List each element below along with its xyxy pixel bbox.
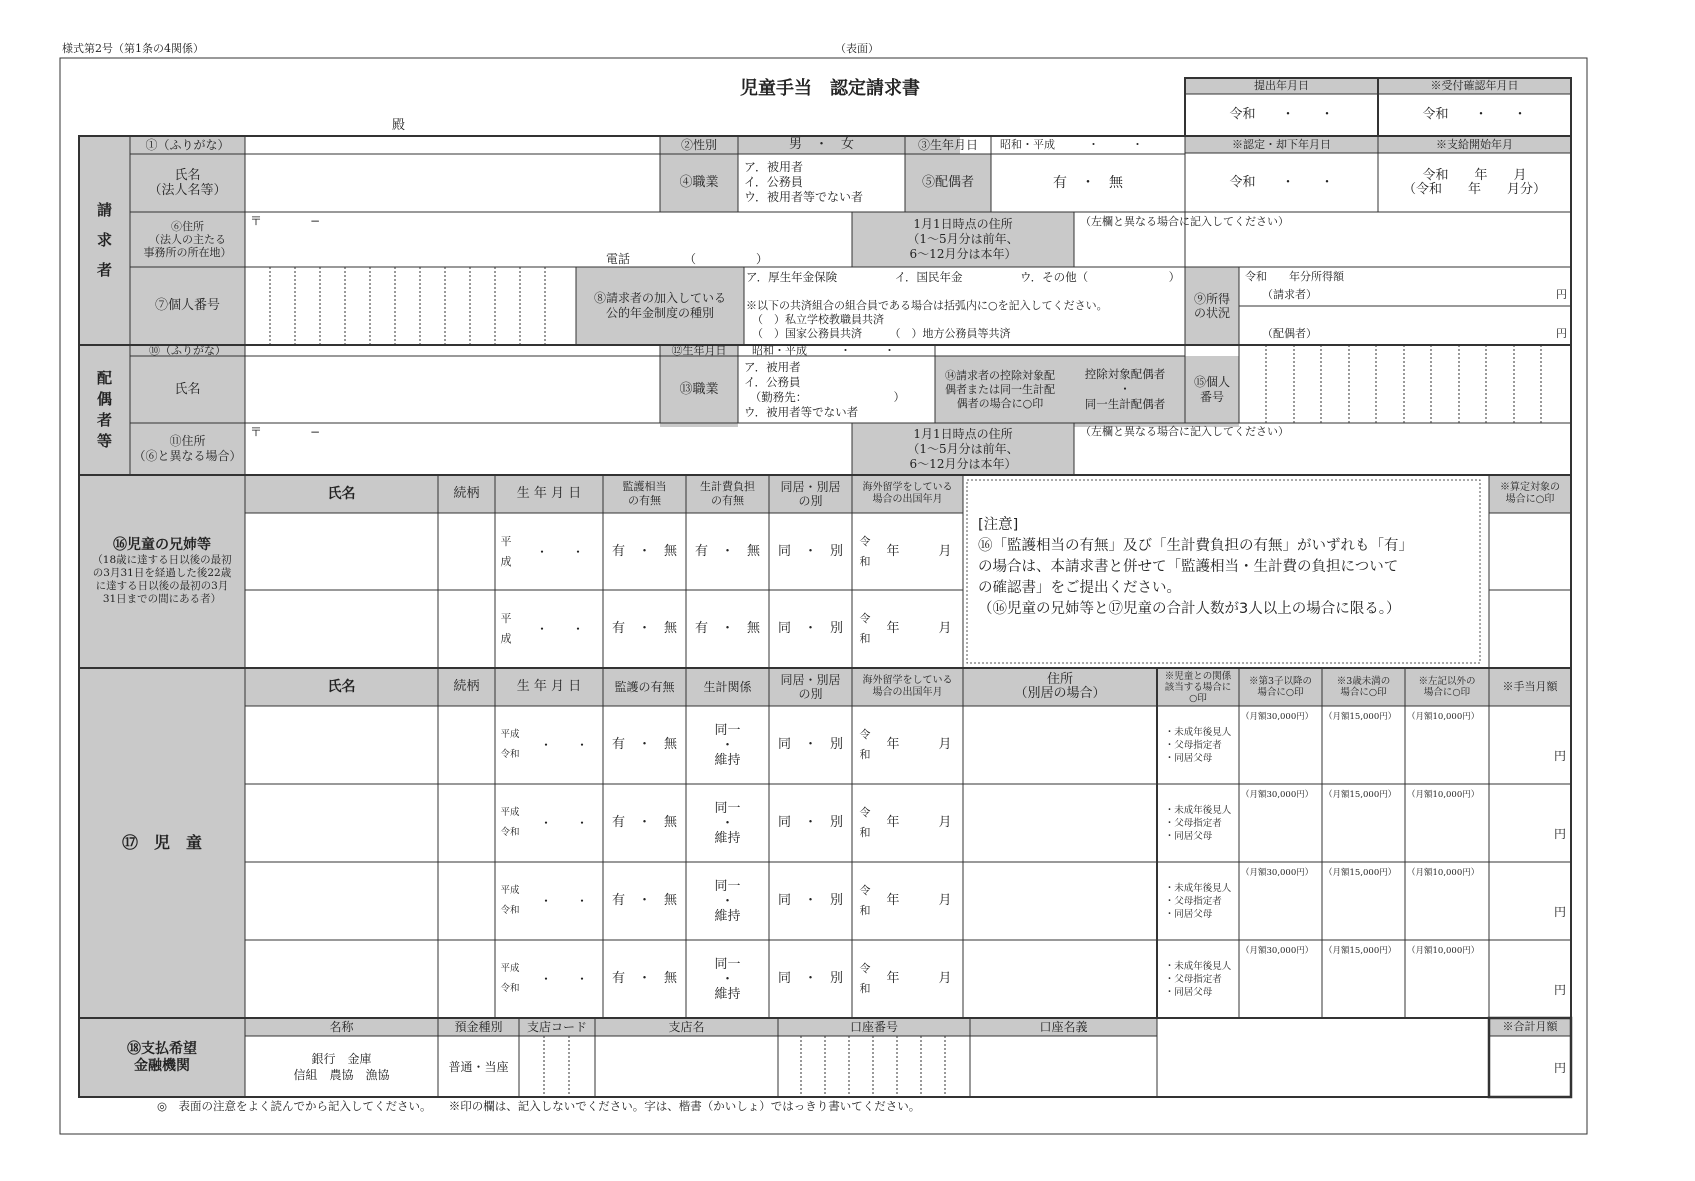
applicant-section-label: 請 求 者 [96, 201, 112, 279]
spouse-deduction-options[interactable]: 控除対象配偶者 ・ 同一生計配偶者 [1084, 367, 1166, 411]
siblings-section-label [79, 475, 245, 668]
sibling-abroad-era: 令 和 [859, 612, 871, 645]
footer-note: ◎ 表面の注意をよく読んでから記入してください。 ※印の欄は、記入しないでください。字は、楷書（かいしょ）ではっきり書いてください。 [157, 1099, 921, 1113]
sibling-birth[interactable]: ・ ・ [535, 622, 584, 636]
siblings-header-living: 生計費負担 の有無 [700, 480, 755, 507]
sibling-era[interactable]: 平 成 [500, 612, 512, 645]
child-under3-amount[interactable]: （月額15,000円） [1324, 712, 1397, 722]
pension-private-school[interactable]: （ ）私立学校教職員共済 [752, 313, 884, 326]
applicant-jan1-label: 1月1日時点の住所 （1～5月分は前年、 6～12月分は本年） [907, 217, 1019, 261]
child-abroad-era: 令 和 [859, 884, 871, 917]
child-birth[interactable]: ・ ・ [539, 972, 588, 986]
bank-section-label: ⑱支払希望 金融機関 [127, 1040, 197, 1074]
applicant-sex-label: ②性別 [680, 138, 717, 152]
child-relationship[interactable]: ・未成年後見人 ・父母指定者 ・同居父母 [1164, 882, 1232, 920]
sibling-abroad-era: 令 和 [859, 534, 871, 568]
applicant-birth-field[interactable]: 昭和・平成 ・ ・ [1000, 138, 1143, 151]
sibling-cohab[interactable]: 同 ・ 別 [777, 543, 843, 559]
child-other-amount[interactable]: （月額10,000円） [1407, 868, 1480, 878]
child-abroad-ym[interactable]: 年 月 [886, 971, 952, 986]
sibling-abroad-ym[interactable]: 年 月 [886, 621, 952, 636]
bank-header-holder: 口座名義 [1039, 1020, 1088, 1034]
receipt-date-label: ※受付確認年月日 [1430, 79, 1519, 92]
child-under3-amount[interactable]: （月額15,000円） [1324, 946, 1397, 956]
spouse-section-label: 配 偶 者 等 [96, 369, 112, 450]
child-third-amount[interactable]: （月額30,000円） [1241, 868, 1314, 878]
bank-name-options[interactable]: 銀行 金庫 信組 農協 漁協 [293, 1051, 390, 1082]
submit-date-label: 提出年月日 [1254, 79, 1309, 92]
spouse-name-label: 氏名 [174, 381, 201, 397]
page-title: 児童手当 認定請求書 [740, 78, 920, 99]
applicant-mynumber-label: ⑦個人番号 [154, 298, 220, 313]
children-header-birth: 生 年 月 日 [516, 679, 582, 694]
total-amount-yen: 円 [1554, 1061, 1567, 1075]
siblings-header-count: ※算定対象の 場合に○印 [1500, 482, 1560, 505]
spouse-address-label: ⑪住所 （⑥と異なる場合） [133, 434, 242, 463]
income-title: 令和 年分所得額 [1245, 270, 1344, 283]
payment-start-field[interactable] [1378, 153, 1571, 212]
child-living[interactable]: 同一 ・ 維持 [714, 878, 741, 924]
income-label: ⑨所得 の状況 [1193, 292, 1230, 320]
spouse-birth-field[interactable]: 昭和・平成 ・ ・ [752, 344, 895, 357]
spouse-mynumber-label: ⑮個人 番号 [1193, 374, 1230, 404]
children-header-third: ※第3子以降の 場合に○印 [1248, 676, 1313, 698]
sibling-living[interactable]: 有 ・ 無 [694, 621, 760, 636]
children-header-other: ※左記以外の 場合に○印 [1418, 676, 1476, 698]
income-spouse-yen: 円 [1556, 327, 1567, 340]
receipt-date-field[interactable]: 令和 ・ ・ [1422, 107, 1527, 122]
income-spouse-label: （配偶者） [1262, 327, 1317, 340]
child-abroad-era: 令 和 [859, 806, 871, 839]
siblings-header-abroad: 海外留学をしている 場合の出国年月 [862, 482, 953, 505]
child-cohab[interactable]: 同 ・ 別 [777, 893, 843, 908]
income-applicant-label: （請求者） [1262, 288, 1317, 301]
payment-start-label: ※支給開始年月 [1436, 137, 1513, 151]
child-other-amount[interactable]: （月額10,000円） [1407, 790, 1480, 800]
child-abroad-era: 令 和 [859, 728, 871, 761]
payment-start-ym: 令和 年 月 [1422, 167, 1527, 183]
child-cohab[interactable]: 同 ・ 別 [777, 737, 843, 752]
form-number: 様式第2号（第1条の4関係） [62, 42, 204, 55]
children-header-relationship: ※児童との関係 該当する場合に ○印 [1164, 670, 1232, 704]
child-birth[interactable]: ・ ・ [539, 894, 588, 908]
child-care[interactable]: 有 ・ 無 [611, 737, 677, 752]
bank-header-branch-code: 支店コード [526, 1020, 587, 1034]
pension-options[interactable]: ア．厚生年金保険 イ．国民年金 ウ．その他（ ） [746, 270, 1181, 284]
spouse-birth-label: ⑫生年月日 [671, 343, 727, 357]
applicant-sex-field[interactable]: 男 ・ 女 [788, 137, 854, 152]
bank-header-type: 預金種別 [454, 1020, 503, 1034]
child-care[interactable]: 有 ・ 無 [611, 815, 677, 830]
child-era[interactable]: 平成 令和 [500, 729, 520, 760]
siblings-header-care: 監護相当 の有無 [622, 480, 667, 507]
spouse-jan1-note: （左欄と異なる場合に記入してください） [1080, 425, 1289, 438]
applicant-spouse-label: ⑤配偶者 [921, 175, 974, 190]
pension-public-servant[interactable]: （ ）国家公務員共済 （ ）地方公務員等共済 [752, 327, 1011, 340]
children-header-name: 氏名 [327, 679, 356, 695]
bank-header-branch: 支店名 [668, 1020, 705, 1034]
siblings-header-birth: 生 年 月 日 [516, 486, 582, 501]
payment-start-ym-paren: （令和 年 月分） [1402, 181, 1546, 197]
child-abroad-ym[interactable]: 年 月 [886, 893, 952, 908]
child-cohab[interactable]: 同 ・ 別 [777, 971, 843, 986]
submit-date-field[interactable]: 令和 ・ ・ [1229, 107, 1334, 122]
child-amount-yen: 円 [1554, 905, 1567, 919]
children-header-care: 監護の有無 [614, 680, 675, 694]
child-amount-yen: 円 [1554, 983, 1567, 997]
child-living[interactable]: 同一 ・ 維持 [714, 722, 741, 768]
applicant-postal[interactable]: 〒 − [250, 214, 321, 228]
child-living[interactable]: 同一 ・ 維持 [714, 800, 741, 846]
child-birth[interactable]: ・ ・ [539, 738, 588, 752]
bank-header-account: 口座番号 [849, 1020, 898, 1034]
applicant-job-label: ④職業 [679, 175, 719, 190]
spouse-job-options[interactable]: ア．被用者 イ．公務員 （勤務先： ） ウ．被用者等でない者 [744, 360, 905, 419]
addressee: 殿 [392, 118, 406, 133]
child-other-amount[interactable]: （月額10,000円） [1407, 712, 1480, 722]
child-third-amount[interactable]: （月額30,000円） [1241, 712, 1314, 722]
recognition-date-field[interactable]: 令和 ・ ・ [1229, 174, 1334, 190]
spouse-furigana-label: ⑩（ふりがな） [149, 343, 226, 357]
children-header-abroad: 海外留学をしている 場合の出国年月 [862, 675, 953, 698]
sibling-era[interactable]: 平 成 [500, 534, 512, 568]
children-section-label: ⑰ 児 童 [121, 833, 202, 852]
child-amount-yen: 円 [1554, 827, 1567, 841]
child-amount-yen: 円 [1554, 749, 1567, 763]
child-abroad-ym[interactable]: 年 月 [886, 737, 952, 752]
children-header-under3: ※3歳未満の 場合に○印 [1336, 676, 1391, 698]
children-header-living: 生計関係 [703, 680, 752, 694]
children-header-address: 住所 （別居の場合） [1014, 672, 1106, 701]
applicant-furigana-label: ①（ふりがな） [145, 138, 230, 152]
child-abroad-ym[interactable]: 年 月 [886, 815, 952, 830]
siblings-title: ⑯児童の兄姉等 [113, 536, 211, 553]
applicant-name-label: 氏名 （法人名等） [148, 168, 227, 198]
child-era[interactable]: 平成 令和 [500, 807, 520, 838]
child-era[interactable]: 平成 令和 [500, 963, 520, 994]
pension-label: ⑧請求者の加入している 公的年金制度の種別 [593, 291, 726, 320]
child-other-amount[interactable]: （月額10,000円） [1407, 946, 1480, 956]
siblings-header-cohab: 同居・別居 の別 [780, 480, 841, 508]
child-abroad-era: 令 和 [859, 962, 871, 995]
applicant-birth-label: ③生年月日 [917, 138, 978, 152]
spouse-deduction-label: ⑭請求者の控除対象配 偶者または同一生計配 偶者の場合に○印 [945, 368, 1055, 410]
children-header-relation: 続柄 [453, 679, 480, 694]
children-header-amount: ※手当月額 [1502, 680, 1558, 693]
income-applicant-yen: 円 [1556, 288, 1567, 301]
spouse-jan1-label: 1月1日時点の住所 （1～5月分は前年、 6～12月分は本年） [907, 426, 1019, 471]
child-era[interactable]: 平成 令和 [500, 885, 520, 916]
sibling-birth[interactable]: ・ ・ [535, 544, 584, 559]
children-header-cohab: 同居・別居 の別 [780, 673, 841, 701]
child-care[interactable]: 有 ・ 無 [611, 971, 677, 986]
child-relationship[interactable]: ・未成年後見人 ・父母指定者 ・同居父母 [1164, 960, 1232, 998]
sibling-cohab[interactable]: 同 ・ 別 [777, 621, 843, 636]
applicant-address-label: ⑥住所 （法人の主たる 事務所の所在地） [143, 220, 232, 259]
child-under3-amount[interactable]: （月額15,000円） [1324, 868, 1397, 878]
child-living[interactable]: 同一 ・ 維持 [714, 956, 741, 1002]
bank-header-name: 名称 [329, 1020, 354, 1034]
siblings-notice: [注意] ⑯「監護相当の有無」及び「生計費負担の有無」がいずれも「有」 の場合は、本請求書と併せて「監護相当・生計費の負担について の確認書」をご提出ください。 （⑯児童の兄姉等と⑰児童の合計人数が3人以上の場合に限る。） [978, 517, 1413, 617]
child-care[interactable]: 有 ・ 無 [611, 893, 677, 908]
spouse-postal[interactable]: 〒 − [250, 425, 321, 439]
applicant-tel[interactable]: 電話 （ ） [606, 252, 769, 266]
sibling-abroad-ym[interactable]: 年 月 [886, 543, 952, 559]
sibling-living[interactable]: 有 ・ 無 [694, 543, 760, 559]
sibling-care[interactable]: 有 ・ 無 [611, 621, 677, 636]
recognition-date-label: ※認定・却下年月日 [1232, 137, 1331, 151]
siblings-note: （18歳に達する日以後の最初 の3月31日を経過した後22歳 に達する日以後の最初の3月 31日までの間にある者） [92, 553, 232, 605]
total-amount-label: ※合計月額 [1502, 1020, 1558, 1033]
siblings-header-name: 氏名 [327, 486, 356, 502]
child-relationship[interactable]: ・未成年後見人 ・父母指定者 ・同居父母 [1164, 726, 1232, 764]
child-third-amount[interactable]: （月額30,000円） [1241, 946, 1314, 956]
child-under3-amount[interactable]: （月額15,000円） [1324, 790, 1397, 800]
child-cohab[interactable]: 同 ・ 別 [777, 815, 843, 830]
pension-note: ※以下の共済組合の組合員である場合は括弧内に○を記入してください。 [746, 299, 1108, 312]
bank-type-options[interactable]: 普通・当座 [448, 1059, 509, 1074]
siblings-header-relation: 続柄 [453, 486, 480, 501]
child-relationship[interactable]: ・未成年後見人 ・父母指定者 ・同居父母 [1164, 804, 1232, 842]
child-birth[interactable]: ・ ・ [539, 816, 588, 830]
applicant-jan1-note: （左欄と異なる場合に記入してください） [1080, 215, 1289, 228]
child-third-amount[interactable]: （月額30,000円） [1241, 790, 1314, 800]
sibling-care[interactable]: 有 ・ 無 [611, 543, 677, 559]
applicant-job-options[interactable]: ア．被用者 イ．公務員 ウ．被用者等でない者 [744, 160, 864, 204]
spouse-job-label: ⑬職業 [679, 381, 719, 397]
page-side: （表面） [835, 42, 879, 55]
applicant-spouse-field[interactable]: 有 ・ 無 [1053, 175, 1123, 191]
